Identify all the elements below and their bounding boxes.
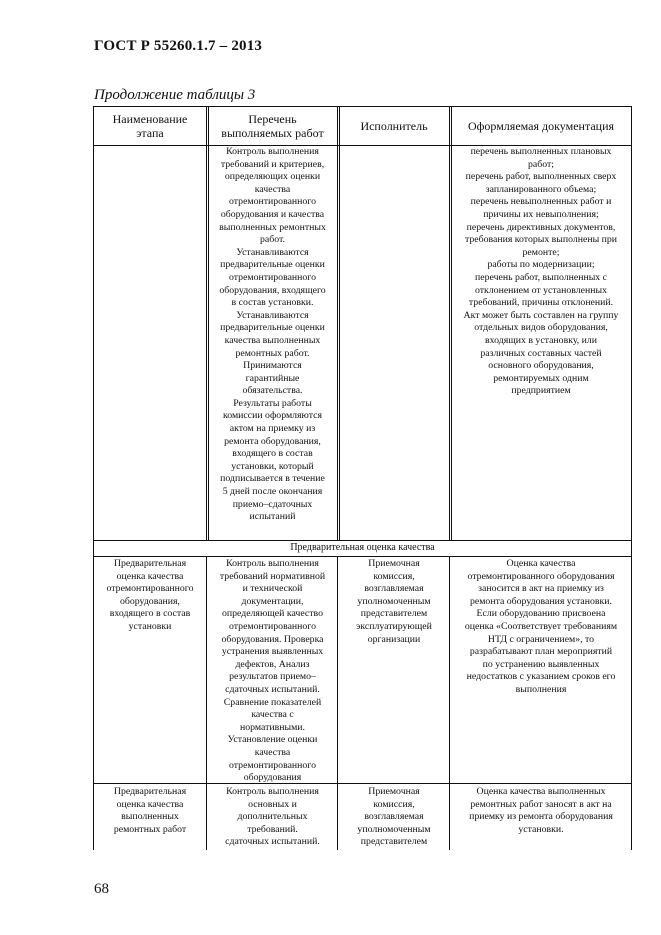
section-bottom-divider <box>93 556 632 557</box>
row1-works: Контроль выполнения требований и критериев, определяющих оценки качества отремонтированного оборудования и качества выполненных ремонтных работ. Устанавливаются предварительные оценки отремонтированного оборудования, входящего в состав установки. Устанавливаются предварительные оценки качества выполненных ремонтных работ. Принимаются гарантийные обязательства. Результаты работы комиссии оформляются актом на приемку из ремонта оборудования, входящего в состав установки, который подписывается в течение 5 дней после окончания приемо–сдаточных испытаний <box>219 146 326 523</box>
row3-works: Контроль выполнения основных и дополнительных требований. сдаточных испытаний. <box>225 786 320 848</box>
column-divider-1-bottom <box>206 556 207 850</box>
column-header-executor: Исполнитель <box>360 119 428 133</box>
row-divider <box>93 783 632 784</box>
column-divider-3-top <box>449 106 450 540</box>
table <box>93 106 632 850</box>
column-header-works: Перечень выполняемых работ <box>221 112 324 140</box>
section-top-divider <box>93 540 632 541</box>
row1-docs: перечень выполненных плановых работ; перечень работ, выполненных сверх запланированного объема; перечень невыполненных работ и причины их невыполнения; перечень директивных документов, требования которых выполнены при ремонте; работы по модернизации; перечень работ, выполненных с отклонением от установленных требований, причины отклонений. Акт может быть составлен на группу отдельных видов оборудования, входящих в установку, или различных составных частей основного оборудования, ремонтируемых одним предприятием <box>463 146 619 397</box>
column-header-stage: Наименование этапа <box>112 112 188 140</box>
row2-docs: Оценка качества отремонтированного оборудования заносится в акт на приемку из ремонта оборудования установки. Если оборудованию присвоена оценка «Соответствует требованиям НТД с ограничением», то разрабатывают план мероприятий по устранению выявленных недостатков с указанием сроков его выполнения <box>464 558 618 695</box>
column-divider-3-bottom <box>449 556 450 850</box>
table-continuation-label: Продолжение таблицы 3 <box>94 87 256 103</box>
row3-stage: Предварительная оценка качества выполненных ремонтных работ <box>113 786 187 835</box>
row2-executor: Приемочная комиссия, возглавляемая уполномоченным представителем эксплуатирующей организации <box>356 558 432 645</box>
column-header-docs: Оформляемая документация <box>467 119 615 133</box>
section-title: Предварительная оценка качества <box>290 542 435 553</box>
row2-stage: Предварительная оценка качества отремонтированного оборудования, входящего в состав установки <box>106 558 194 632</box>
column-divider-2-top <box>337 106 338 540</box>
table-border-right <box>631 106 632 850</box>
column-divider-2-bottom <box>337 556 338 850</box>
row3-executor: Приемочная комиссия, возглавляемая уполномоченным представителем <box>357 786 431 848</box>
row3-docs: Оценка качества выполненных ремонтных работ заносят в акт на приемку из ремонта оборудования установки. <box>469 786 613 835</box>
table-border-left <box>93 106 94 850</box>
column-divider-1-top <box>206 106 207 540</box>
row2-works: Контроль выполнения требований нормативной и технической документации, определяющей качество отремонтированного оборудования. Проверка устранения выявленных дефектов, Анализ результатов приемо– сдаточных испытаний. Сравнение показателей качества с нормативными. Установление оценки качества отремонтированного оборудования <box>219 558 326 784</box>
document-header: ГОСТ Р 55260.1.7 – 2013 <box>94 38 263 54</box>
page-number: 68 <box>94 881 109 897</box>
